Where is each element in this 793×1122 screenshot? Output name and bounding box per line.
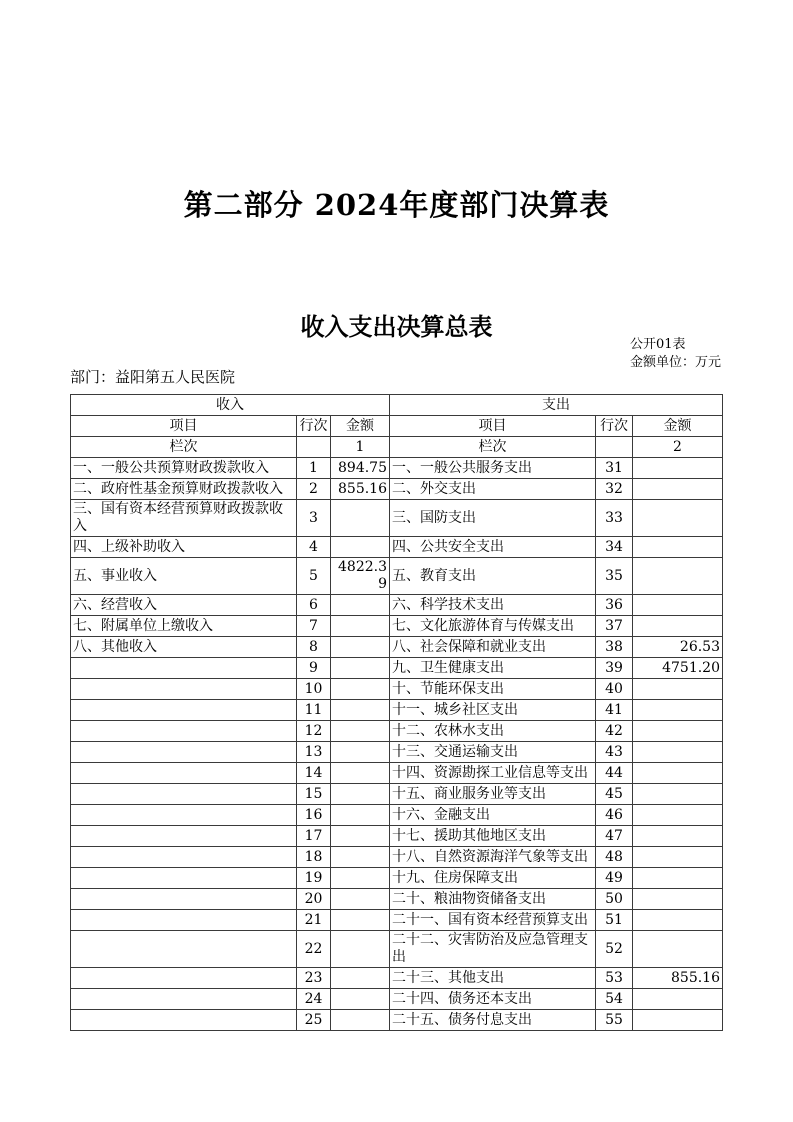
expense-amount-cell: 855.16 [633, 968, 723, 989]
income-line-no-cell: 16 [297, 805, 331, 826]
income-amount-cell [331, 910, 390, 931]
expense-line-no-cell: 49 [596, 868, 633, 889]
table-row [71, 479, 723, 500]
income-line-no-cell: 9 [297, 658, 331, 679]
expense-item-cell: 十、节能环保支出 [390, 679, 596, 700]
expense-amount-cell [633, 721, 723, 742]
income-item-cell [71, 989, 297, 1010]
income-line-no-cell: 2 [297, 479, 331, 500]
expense-amount-cell [633, 763, 723, 784]
table-row [71, 889, 723, 910]
table-row [71, 721, 723, 742]
table-row [71, 558, 723, 595]
expense-item-cell: 十六、金融支出 [390, 805, 596, 826]
document-title: 第二部分 2024年度部门决算表 [183, 188, 610, 222]
expense-item-cell: 十三、交通运输支出 [390, 742, 596, 763]
income-item-header: 项目 [71, 416, 297, 437]
income-amount-cell [331, 679, 390, 700]
income-item-cell [71, 868, 297, 889]
income-line-no-cell: 25 [297, 1010, 331, 1031]
income-item-cell: 二、政府性基金预算财政拨款收入 [71, 479, 297, 500]
expense-item-cell: 十四、资源勘探工业信息等支出 [390, 763, 596, 784]
income-line-no-cell: 8 [297, 637, 331, 658]
expense-amount-header: 金额 [633, 416, 723, 437]
income-amount-cell [331, 968, 390, 989]
unit-label: 金额单位：万元 [630, 355, 722, 370]
expense-item-cell: 十一、城乡社区支出 [390, 700, 596, 721]
expense-line-no-cell: 53 [596, 968, 633, 989]
table-row [71, 784, 723, 805]
table-row [71, 989, 723, 1010]
expense-item-cell: 五、教育支出 [390, 558, 596, 595]
section-header-row [71, 395, 723, 416]
expense-line-no-cell: 35 [596, 558, 633, 595]
income-line-no-cell: 4 [297, 537, 331, 558]
income-amount-cell [331, 658, 390, 679]
expense-line-no-cell: 44 [596, 763, 633, 784]
expense-item-cell: 二十一、国有资本经营预算支出 [390, 910, 596, 931]
expense-line-no-cell: 40 [596, 679, 633, 700]
income-item-cell [71, 700, 297, 721]
expense-item-header: 项目 [390, 416, 596, 437]
expense-item-cell: 九、卫生健康支出 [390, 658, 596, 679]
income-amount-cell [331, 784, 390, 805]
expense-line-no-cell: 33 [596, 500, 633, 537]
expense-item-cell: 十九、住房保障支出 [390, 868, 596, 889]
expense-amount-cell [633, 595, 723, 616]
expense-amount-cell [633, 700, 723, 721]
expense-amount-cell [633, 537, 723, 558]
expense-amount-cell [633, 868, 723, 889]
table-row [71, 500, 723, 537]
income-amount-cell [331, 931, 390, 968]
income-item-cell [71, 847, 297, 868]
expense-line-no-cell: 45 [596, 784, 633, 805]
table-row [71, 868, 723, 889]
table-row [71, 458, 723, 479]
income-item-cell: 一、一般公共预算财政拨款收入 [71, 458, 297, 479]
income-line-no-cell: 7 [297, 616, 331, 637]
expense-amount-cell [633, 805, 723, 826]
expense-amount-cell [633, 784, 723, 805]
income-amount-cell [331, 700, 390, 721]
expense-amount-cell [633, 989, 723, 1010]
expense-section-header: 支出 [390, 395, 723, 416]
income-item-cell: 五、事业收入 [71, 558, 297, 595]
income-amount-cell [331, 826, 390, 847]
income-line-no-cell: 3 [297, 500, 331, 537]
income-amount-cell [331, 989, 390, 1010]
expense-item-cell: 二十五、债务付息支出 [390, 1010, 596, 1031]
income-line-no-cell: 10 [297, 679, 331, 700]
expense-item-cell: 六、科学技术支出 [390, 595, 596, 616]
expense-item-cell: 八、社会保障和就业支出 [390, 637, 596, 658]
income-section-header: 收入 [71, 395, 390, 416]
income-item-cell [71, 784, 297, 805]
expense-line-no-cell: 36 [596, 595, 633, 616]
income-amount-header: 金额 [331, 416, 390, 437]
table-row [71, 968, 723, 989]
expense-item-cell: 二十、粮油物资储备支出 [390, 889, 596, 910]
expense-item-cell: 二十四、债务还本支出 [390, 989, 596, 1010]
expense-item-cell: 三、国防支出 [390, 500, 596, 537]
income-item-cell [71, 826, 297, 847]
income-column-row-label: 栏次 [71, 437, 297, 458]
table-row [71, 637, 723, 658]
expense-line-no-cell: 50 [596, 889, 633, 910]
income-amount-cell [331, 637, 390, 658]
income-item-cell [71, 910, 297, 931]
income-amount-cell [331, 1010, 390, 1031]
expense-line-no-cell: 54 [596, 989, 633, 1010]
income-line-no-cell: 23 [297, 968, 331, 989]
table-row [71, 616, 723, 637]
expense-line-no-cell: 38 [596, 637, 633, 658]
expense-line-no-cell: 34 [596, 537, 633, 558]
expense-line-no-cell: 37 [596, 616, 633, 637]
column-index-row [71, 437, 723, 458]
department-label: 部门：益阳第五人民医院 [70, 368, 236, 386]
expense-line-no-cell: 43 [596, 742, 633, 763]
income-amount-cell [331, 868, 390, 889]
income-item-cell [71, 658, 297, 679]
expense-amount-cell [633, 558, 723, 595]
expense-amount-cell [633, 458, 723, 479]
table-row [71, 595, 723, 616]
expense-item-cell: 一、一般公共服务支出 [390, 458, 596, 479]
expense-amount-cell [633, 826, 723, 847]
income-item-cell [71, 1010, 297, 1031]
income-amount-cell: 894.75 [331, 458, 390, 479]
income-item-cell [71, 679, 297, 700]
income-item-cell [71, 805, 297, 826]
table-meta [630, 336, 722, 372]
table-row [71, 805, 723, 826]
income-amount-cell [331, 847, 390, 868]
income-line-no-cell: 13 [297, 742, 331, 763]
expense-item-cell: 十八、自然资源海洋气象等支出 [390, 847, 596, 868]
expense-amount-cell: 4751.20 [633, 658, 723, 679]
table-body [71, 395, 723, 1031]
expense-amount-cell [633, 1010, 723, 1031]
income-line-no-cell: 5 [297, 558, 331, 595]
income-amount-cell [331, 537, 390, 558]
income-line-no-cell: 21 [297, 910, 331, 931]
income-line-no-cell: 24 [297, 989, 331, 1010]
expense-item-cell: 四、公共安全支出 [390, 537, 596, 558]
income-amount-cell [331, 889, 390, 910]
expense-amount-cell [633, 479, 723, 500]
income-col-index: 1 [331, 437, 390, 458]
table-row [71, 742, 723, 763]
expense-line-no-cell: 42 [596, 721, 633, 742]
income-line-no-cell: 20 [297, 889, 331, 910]
expense-amount-cell [633, 742, 723, 763]
expense-line-no-cell: 51 [596, 910, 633, 931]
expense-line-no-cell: 47 [596, 826, 633, 847]
expense-line-no-cell: 52 [596, 931, 633, 968]
expense-amount-cell [633, 931, 723, 968]
expense-column-row-label: 栏次 [390, 437, 596, 458]
expense-amount-cell: 26.53 [633, 637, 723, 658]
expense-line-no-cell: 41 [596, 700, 633, 721]
expense-col-index: 2 [633, 437, 723, 458]
expense-line-no-header: 行次 [596, 416, 633, 437]
table-row [71, 931, 723, 968]
income-item-cell [71, 931, 297, 968]
expense-item-cell: 七、文化旅游体育与传媒支出 [390, 616, 596, 637]
income-amount-cell [331, 616, 390, 637]
income-line-no-cell: 14 [297, 763, 331, 784]
income-line-no-header: 行次 [297, 416, 331, 437]
expense-line-no-cell: 39 [596, 658, 633, 679]
income-line-no-cell: 15 [297, 784, 331, 805]
table-row [71, 1010, 723, 1031]
income-amount-cell [331, 721, 390, 742]
expense-item-cell: 二十二、灾害防治及应急管理支出 [390, 931, 596, 968]
income-amount-cell [331, 595, 390, 616]
income-item-cell: 六、经营收入 [71, 595, 297, 616]
expense-amount-cell [633, 500, 723, 537]
expense-line-no-cell: 48 [596, 847, 633, 868]
form-code: 公开01表 [630, 337, 686, 352]
expense-item-cell: 二十三、其他支出 [390, 968, 596, 989]
expense-amount-cell [633, 910, 723, 931]
income-line-no-cell: 22 [297, 931, 331, 968]
income-item-cell: 八、其他收入 [71, 637, 297, 658]
income-amount-cell: 855.16 [331, 479, 390, 500]
income-item-cell [71, 763, 297, 784]
expense-line-no-cell: 46 [596, 805, 633, 826]
income-item-cell [71, 721, 297, 742]
table-title: 收入支出决算总表 [300, 312, 493, 341]
expense-line-no-cell: 55 [596, 1010, 633, 1031]
income-amount-cell: 4822.39 [331, 558, 390, 595]
expense-item-cell: 二、外交支出 [390, 479, 596, 500]
table-row [71, 763, 723, 784]
table-row [71, 537, 723, 558]
expense-item-cell: 十七、援助其他地区支出 [390, 826, 596, 847]
table-row [71, 679, 723, 700]
table-row [71, 658, 723, 679]
income-item-cell: 七、附属单位上缴收入 [71, 616, 297, 637]
expense-line-no-cell: 31 [596, 458, 633, 479]
income-amount-cell [331, 500, 390, 537]
income-item-cell: 三、国有资本经营预算财政拨款收入 [71, 500, 297, 537]
expense-amount-cell [633, 889, 723, 910]
expense-line-no-cell: 32 [596, 479, 633, 500]
table-row [71, 910, 723, 931]
income-line-no-cell: 19 [297, 868, 331, 889]
expense-amount-cell [633, 679, 723, 700]
table-row [71, 826, 723, 847]
expense-item-cell: 十二、农林水支出 [390, 721, 596, 742]
expense-line-no-blank [596, 437, 633, 458]
expense-amount-cell [633, 847, 723, 868]
column-header-row [71, 416, 723, 437]
table-row [71, 700, 723, 721]
income-item-cell [71, 889, 297, 910]
income-line-no-cell: 1 [297, 458, 331, 479]
income-line-no-cell: 18 [297, 847, 331, 868]
income-line-no-cell: 6 [297, 595, 331, 616]
income-amount-cell [331, 763, 390, 784]
income-expense-table [70, 394, 723, 1031]
income-amount-cell [331, 805, 390, 826]
income-item-cell: 四、上级补助收入 [71, 537, 297, 558]
income-line-no-cell: 12 [297, 721, 331, 742]
income-line-no-blank [297, 437, 331, 458]
table-row [71, 847, 723, 868]
income-amount-cell [331, 742, 390, 763]
income-item-cell [71, 742, 297, 763]
expense-amount-cell [633, 616, 723, 637]
expense-item-cell: 十五、商业服务业等支出 [390, 784, 596, 805]
income-item-cell [71, 968, 297, 989]
income-line-no-cell: 17 [297, 826, 331, 847]
income-line-no-cell: 11 [297, 700, 331, 721]
